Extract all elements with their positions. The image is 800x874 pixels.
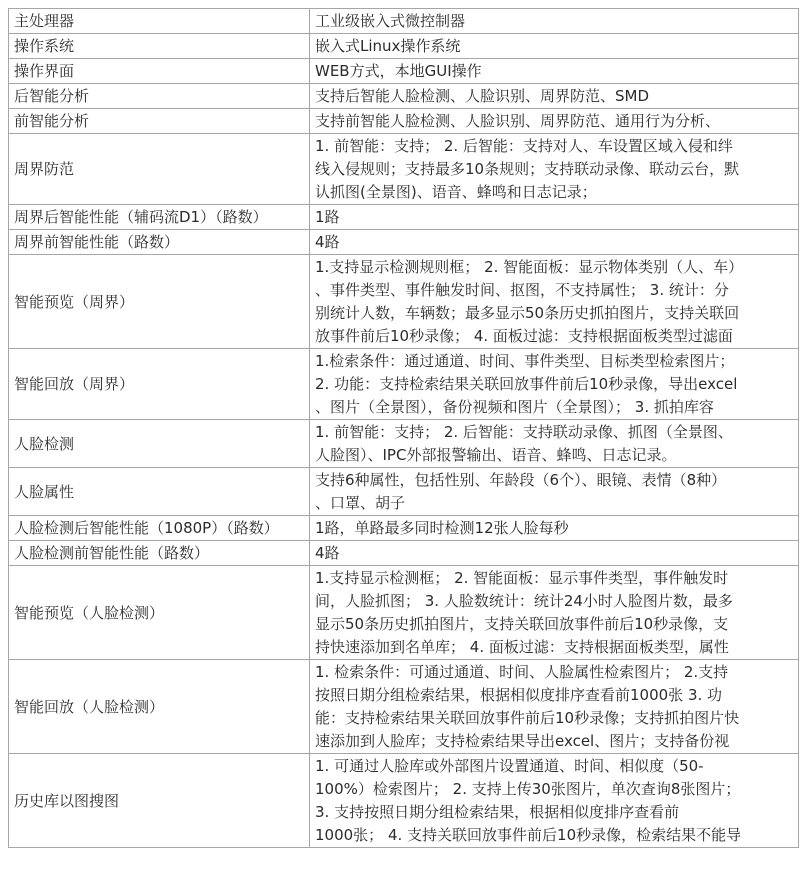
spec-value-line: 1.支持显示检测规则框； 2. 智能面板：显示物体类别（人、车）: [315, 258, 744, 276]
spec-value-line: 1路，单路最多同时检测12张人脸每秒: [315, 519, 569, 537]
spec-value-line: 线入侵规则；支持最多10条规则；支持联动录像、联动云台，默: [315, 160, 740, 178]
spec-label: 前智能分析: [9, 109, 310, 134]
spec-label: 智能预览（人脸检测）: [9, 566, 310, 660]
spec-value: [310, 660, 799, 754]
table-row: [9, 9, 799, 34]
spec-value-line: 1. 前智能：支持； 2. 后智能：支持对人、车设置区域入侵和绊: [315, 137, 733, 155]
spec-value-line: 间，人脸抓图； 3. 人脸数统计：统计24小时人脸图片数，最多: [315, 592, 733, 610]
table-row: [9, 134, 799, 205]
spec-value: [310, 566, 799, 660]
spec-value: [310, 468, 799, 516]
spec-value: [310, 754, 799, 848]
spec-label: 智能回放（人脸检测）: [9, 660, 310, 754]
table-row: [9, 230, 799, 255]
spec-value-line: 工业级嵌入式微控制器: [315, 12, 466, 30]
spec-label: 周界防范: [9, 134, 310, 205]
spec-value: [310, 34, 799, 59]
spec-value: [310, 205, 799, 230]
table-row: [9, 255, 799, 349]
table-row: [9, 516, 799, 541]
spec-label: 主处理器: [9, 9, 310, 34]
spec-label: 智能预览（周界）: [9, 255, 310, 349]
spec-value: [310, 134, 799, 205]
spec-value-line: 按照日期分组检索结果，根据相似度排序查看前1000张 3. 功: [315, 686, 723, 704]
spec-value-line: 别统计人数，车辆数；最多显示50条历史抓拍图片，支持关联回: [315, 304, 740, 322]
spec-table: [8, 8, 799, 848]
spec-value: [310, 109, 799, 134]
table-row: [9, 566, 799, 660]
spec-value: [310, 84, 799, 109]
spec-value: [310, 516, 799, 541]
spec-value-line: WEB方式，本地GUI操作: [315, 62, 482, 80]
spec-value-line: 放事件前后10秒录像； 4. 面板过滤：支持根据面板类型过滤面: [315, 327, 733, 345]
spec-label: 操作系统: [9, 34, 310, 59]
spec-label: 周界后智能性能（辅码流D1）（路数）: [9, 205, 310, 230]
table-row: [9, 468, 799, 516]
spec-value-line: 支持前智能人脸检测、人脸识别、周界防范、通用行为分析、: [315, 112, 721, 130]
spec-label: 人脸检测: [9, 420, 310, 468]
spec-value-line: 嵌入式Linux操作系统: [315, 37, 461, 55]
spec-value-line: 能：支持检索结果关联回放事件前后10秒录像；支持抓拍图片快: [315, 709, 740, 727]
spec-value-line: 4路: [315, 233, 340, 251]
spec-value-line: 1路: [315, 208, 340, 226]
spec-value-line: 、口罩、胡子: [315, 494, 406, 512]
spec-value-line: 、事件类型、事件触发时间、抠图，不支持属性； 3. 统计：分: [315, 281, 729, 299]
spec-value-line: 认抓图(全景图)、语音、蜂鸣和日志记录；: [315, 183, 597, 201]
spec-label: 人脸属性: [9, 468, 310, 516]
spec-value-line: 100%）检索图片； 2. 支持上传30张图片，单次查询8张图片；: [315, 780, 741, 798]
spec-value-line: 、图片（全景图），备份视频和图片（全景图）； 3. 抓拍库容: [315, 398, 714, 416]
spec-label: 后智能分析: [9, 84, 310, 109]
spec-value-line: 支持6种属性，包括性别、年龄段（6个）、眼镜、表情（8种）: [315, 471, 727, 489]
table-row: [9, 541, 799, 566]
spec-value: [310, 349, 799, 420]
spec-value-line: 1. 前智能：支持； 2. 后智能：支持联动录像、抓图（全景图、: [315, 423, 733, 441]
spec-value-line: 速添加到人脸库；支持检索结果导出excel、图片；支持备份视: [315, 732, 730, 750]
spec-value-line: 3. 支持按照日期分组检索结果，根据相似度排序查看前: [315, 803, 680, 821]
spec-label: 历史库以图搜图: [9, 754, 310, 848]
table-row: [9, 34, 799, 59]
spec-label: 操作界面: [9, 59, 310, 84]
spec-value: [310, 541, 799, 566]
spec-value: [310, 420, 799, 468]
spec-label: 人脸检测后智能性能（1080P）（路数）: [9, 516, 310, 541]
table-row: [9, 84, 799, 109]
spec-value-line: 2. 功能：支持检索结果关联回放事件前后10秒录像，导出excel: [315, 375, 738, 393]
spec-value-line: 1. 检索条件：可通过通道、时间、人脸属性检索图片； 2.支持: [315, 663, 729, 681]
table-row: [9, 205, 799, 230]
spec-value-line: 4路: [315, 544, 340, 562]
spec-value-line: 1.支持显示检测框； 2. 智能面板：显示事件类型，事件触发时: [315, 569, 729, 587]
table-row: [9, 349, 799, 420]
spec-value-line: 人脸图）、IPC外部报警输出、语音、蜂鸣、日志记录。: [315, 446, 677, 464]
spec-label: 智能回放（周界）: [9, 349, 310, 420]
spec-value: [310, 9, 799, 34]
table-row: [9, 420, 799, 468]
spec-value-line: 1. 可通过人脸库或外部图片设置通道、时间、相似度（50-: [315, 757, 704, 775]
spec-value: [310, 255, 799, 349]
spec-value: [310, 59, 799, 84]
table-row: [9, 59, 799, 84]
spec-value-line: 显示50条历史抓拍图片，支持关联回放事件前后10秒录像，支: [315, 615, 729, 633]
spec-label: 周界前智能性能（路数）: [9, 230, 310, 255]
spec-value-line: 持快速添加到名单库； 4. 面板过滤：支持根据面板类型，属性: [315, 638, 729, 656]
table-row: [9, 660, 799, 754]
spec-value-line: 支持后智能人脸检测、人脸识别、周界防范、SMD: [315, 87, 650, 105]
spec-value-line: 1.检索条件：通过通道、时间、事件类型、目标类型检索图片；: [315, 352, 735, 370]
spec-label: 人脸检测前智能性能（路数）: [9, 541, 310, 566]
spec-value: [310, 230, 799, 255]
table-row: [9, 754, 799, 848]
table-row: [9, 109, 799, 134]
spec-value-line: 1000张； 4. 支持关联回放事件前后10秒录像，检索结果不能导: [315, 826, 742, 844]
